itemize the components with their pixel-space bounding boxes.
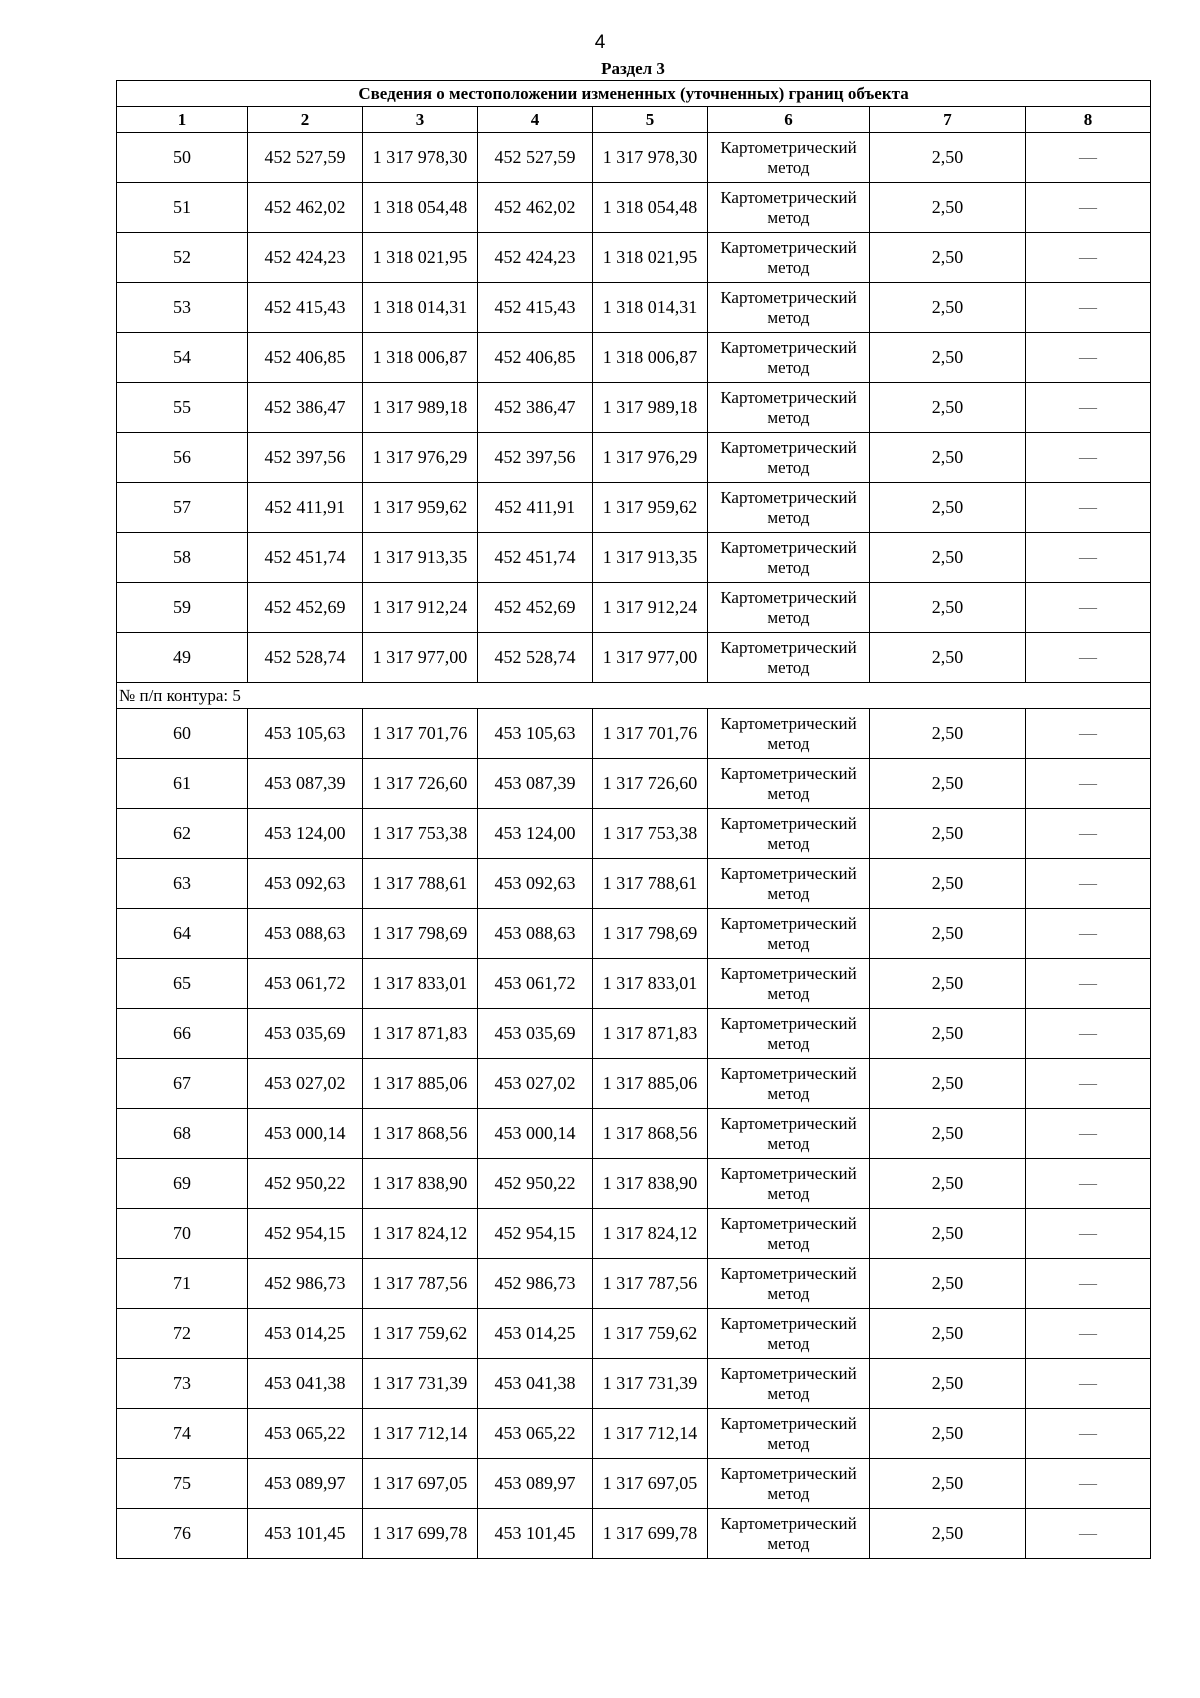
x-old-cell: 453 065,22 xyxy=(248,1409,363,1459)
x-new-cell: 453 027,02 xyxy=(478,1059,593,1109)
table-row xyxy=(117,1459,1151,1509)
accuracy-cell: 2,50 xyxy=(870,1359,1026,1409)
accuracy-cell: 2,50 xyxy=(870,333,1026,383)
point-number-cell: 76 xyxy=(117,1509,248,1559)
y-new-cell: 1 318 054,48 xyxy=(593,183,708,233)
y-old-cell: 1 317 701,76 xyxy=(363,709,478,759)
method-cell: Картометрический метод xyxy=(708,1459,870,1509)
description-cell: — xyxy=(1026,283,1151,333)
point-number-cell: 64 xyxy=(117,909,248,959)
description-cell: — xyxy=(1026,1409,1151,1459)
y-old-cell: 1 317 871,83 xyxy=(363,1009,478,1059)
table-row xyxy=(117,633,1151,683)
y-new-cell: 1 317 976,29 xyxy=(593,433,708,483)
x-old-cell: 452 528,74 xyxy=(248,633,363,683)
table-row xyxy=(117,959,1151,1009)
accuracy-cell: 2,50 xyxy=(870,1109,1026,1159)
x-old-cell: 452 386,47 xyxy=(248,383,363,433)
description-cell: — xyxy=(1026,1109,1151,1159)
x-new-cell: 453 065,22 xyxy=(478,1409,593,1459)
description-cell: — xyxy=(1026,909,1151,959)
accuracy-cell: 2,50 xyxy=(870,1259,1026,1309)
y-old-cell: 1 317 913,35 xyxy=(363,533,478,583)
table-row xyxy=(117,1259,1151,1309)
x-new-cell: 453 089,97 xyxy=(478,1459,593,1509)
x-old-cell: 452 950,22 xyxy=(248,1159,363,1209)
x-old-cell: 452 462,02 xyxy=(248,183,363,233)
method-cell: Картометрический метод xyxy=(708,1509,870,1559)
y-old-cell: 1 318 021,95 xyxy=(363,233,478,283)
x-old-cell: 452 986,73 xyxy=(248,1259,363,1309)
point-number-cell: 56 xyxy=(117,433,248,483)
y-old-cell: 1 317 712,14 xyxy=(363,1409,478,1459)
point-number-cell: 74 xyxy=(117,1409,248,1459)
description-cell: — xyxy=(1026,709,1151,759)
y-old-cell: 1 317 838,90 xyxy=(363,1159,478,1209)
y-new-cell: 1 317 989,18 xyxy=(593,383,708,433)
description-cell: — xyxy=(1026,959,1151,1009)
y-old-cell: 1 317 697,05 xyxy=(363,1459,478,1509)
table-row xyxy=(117,283,1151,333)
accuracy-cell: 2,50 xyxy=(870,1309,1026,1359)
point-number-cell: 50 xyxy=(117,133,248,183)
x-new-cell: 453 061,72 xyxy=(478,959,593,1009)
table-row xyxy=(117,433,1151,483)
accuracy-cell: 2,50 xyxy=(870,1409,1026,1459)
accuracy-cell: 2,50 xyxy=(870,133,1026,183)
point-number-cell: 65 xyxy=(117,959,248,1009)
accuracy-cell: 2,50 xyxy=(870,809,1026,859)
point-number-cell: 62 xyxy=(117,809,248,859)
table-row xyxy=(117,1009,1151,1059)
x-old-cell: 452 424,23 xyxy=(248,233,363,283)
description-cell: — xyxy=(1026,1509,1151,1559)
y-old-cell: 1 317 978,30 xyxy=(363,133,478,183)
method-cell: Картометрический метод xyxy=(708,1259,870,1309)
method-cell: Картометрический метод xyxy=(708,483,870,533)
y-new-cell: 1 317 912,24 xyxy=(593,583,708,633)
x-new-cell: 452 415,43 xyxy=(478,283,593,333)
table-row xyxy=(117,333,1151,383)
point-number-cell: 75 xyxy=(117,1459,248,1509)
accuracy-cell: 2,50 xyxy=(870,633,1026,683)
point-number-cell: 61 xyxy=(117,759,248,809)
y-new-cell: 1 317 788,61 xyxy=(593,859,708,909)
x-new-cell: 452 451,74 xyxy=(478,533,593,583)
accuracy-cell: 2,50 xyxy=(870,859,1026,909)
table-row xyxy=(117,1059,1151,1109)
x-old-cell: 453 124,00 xyxy=(248,809,363,859)
description-cell: — xyxy=(1026,433,1151,483)
table-row xyxy=(117,233,1151,283)
y-old-cell: 1 317 787,56 xyxy=(363,1259,478,1309)
method-cell: Картометрический метод xyxy=(708,1309,870,1359)
x-new-cell: 452 406,85 xyxy=(478,333,593,383)
table-row xyxy=(117,1109,1151,1159)
x-old-cell: 453 000,14 xyxy=(248,1109,363,1159)
y-old-cell: 1 318 006,87 xyxy=(363,333,478,383)
description-cell: — xyxy=(1026,483,1151,533)
table-body xyxy=(117,133,1151,1559)
description-cell: — xyxy=(1026,1359,1151,1409)
point-number-cell: 54 xyxy=(117,333,248,383)
x-new-cell: 452 386,47 xyxy=(478,383,593,433)
method-cell: Картометрический метод xyxy=(708,959,870,1009)
method-cell: Картометрический метод xyxy=(708,333,870,383)
point-number-cell: 53 xyxy=(117,283,248,333)
column-header: 5 xyxy=(593,107,708,133)
y-old-cell: 1 317 759,62 xyxy=(363,1309,478,1359)
y-old-cell: 1 317 699,78 xyxy=(363,1509,478,1559)
method-cell: Картометрический метод xyxy=(708,809,870,859)
table-row xyxy=(117,483,1151,533)
description-cell: — xyxy=(1026,1009,1151,1059)
x-new-cell: 452 424,23 xyxy=(478,233,593,283)
description-cell: — xyxy=(1026,1059,1151,1109)
y-new-cell: 1 317 913,35 xyxy=(593,533,708,583)
method-cell: Картометрический метод xyxy=(708,1209,870,1259)
y-old-cell: 1 317 976,29 xyxy=(363,433,478,483)
contour-label-row xyxy=(117,683,1151,709)
x-old-cell: 453 101,45 xyxy=(248,1509,363,1559)
table-title: Сведения о местоположении измененных (уточненных) границ объекта xyxy=(117,81,1151,107)
x-new-cell: 452 411,91 xyxy=(478,483,593,533)
y-new-cell: 1 318 014,31 xyxy=(593,283,708,333)
x-old-cell: 453 027,02 xyxy=(248,1059,363,1109)
description-cell: — xyxy=(1026,233,1151,283)
description-cell: — xyxy=(1026,383,1151,433)
x-new-cell: 452 986,73 xyxy=(478,1259,593,1309)
description-cell: — xyxy=(1026,333,1151,383)
column-header: 1 xyxy=(117,107,248,133)
y-new-cell: 1 318 006,87 xyxy=(593,333,708,383)
x-old-cell: 452 452,69 xyxy=(248,583,363,633)
method-cell: Картометрический метод xyxy=(708,1409,870,1459)
x-new-cell: 452 452,69 xyxy=(478,583,593,633)
method-cell: Картометрический метод xyxy=(708,709,870,759)
accuracy-cell: 2,50 xyxy=(870,283,1026,333)
x-old-cell: 453 105,63 xyxy=(248,709,363,759)
description-cell: — xyxy=(1026,1159,1151,1209)
accuracy-cell: 2,50 xyxy=(870,1009,1026,1059)
method-cell: Картометрический метод xyxy=(708,909,870,959)
method-cell: Картометрический метод xyxy=(708,1159,870,1209)
x-old-cell: 452 451,74 xyxy=(248,533,363,583)
table-row xyxy=(117,1409,1151,1459)
section-title: Раздел 3 xyxy=(601,59,665,78)
point-number-cell: 73 xyxy=(117,1359,248,1409)
y-old-cell: 1 317 798,69 xyxy=(363,909,478,959)
x-old-cell: 453 092,63 xyxy=(248,859,363,909)
point-number-cell: 60 xyxy=(117,709,248,759)
x-new-cell: 453 101,45 xyxy=(478,1509,593,1559)
method-cell: Картометрический метод xyxy=(708,1359,870,1409)
accuracy-cell: 2,50 xyxy=(870,233,1026,283)
description-cell: — xyxy=(1026,1209,1151,1259)
point-number-cell: 57 xyxy=(117,483,248,533)
x-old-cell: 453 041,38 xyxy=(248,1359,363,1409)
column-header: 8 xyxy=(1026,107,1151,133)
page-number: 4 xyxy=(594,32,606,53)
accuracy-cell: 2,50 xyxy=(870,583,1026,633)
y-old-cell: 1 317 726,60 xyxy=(363,759,478,809)
point-number-cell: 63 xyxy=(117,859,248,909)
point-number-cell: 52 xyxy=(117,233,248,283)
description-cell: — xyxy=(1026,133,1151,183)
description-cell: — xyxy=(1026,759,1151,809)
point-number-cell: 51 xyxy=(117,183,248,233)
y-new-cell: 1 317 798,69 xyxy=(593,909,708,959)
point-number-cell: 72 xyxy=(117,1309,248,1359)
accuracy-cell: 2,50 xyxy=(870,959,1026,1009)
description-cell: — xyxy=(1026,633,1151,683)
accuracy-cell: 2,50 xyxy=(870,909,1026,959)
accuracy-cell: 2,50 xyxy=(870,759,1026,809)
y-new-cell: 1 317 833,01 xyxy=(593,959,708,1009)
y-old-cell: 1 317 977,00 xyxy=(363,633,478,683)
table-row xyxy=(117,909,1151,959)
y-old-cell: 1 318 054,48 xyxy=(363,183,478,233)
table-row xyxy=(117,1309,1151,1359)
y-new-cell: 1 317 726,60 xyxy=(593,759,708,809)
y-new-cell: 1 317 978,30 xyxy=(593,133,708,183)
point-number-cell: 71 xyxy=(117,1259,248,1309)
y-new-cell: 1 317 753,38 xyxy=(593,809,708,859)
description-cell: — xyxy=(1026,1459,1151,1509)
table-row xyxy=(117,583,1151,633)
description-cell: — xyxy=(1026,1309,1151,1359)
table-row xyxy=(117,183,1151,233)
method-cell: Картометрический метод xyxy=(708,433,870,483)
method-cell: Картометрический метод xyxy=(708,533,870,583)
x-new-cell: 453 092,63 xyxy=(478,859,593,909)
description-cell: — xyxy=(1026,859,1151,909)
description-cell: — xyxy=(1026,533,1151,583)
accuracy-cell: 2,50 xyxy=(870,1509,1026,1559)
column-header: 7 xyxy=(870,107,1026,133)
y-new-cell: 1 317 731,39 xyxy=(593,1359,708,1409)
column-header: 2 xyxy=(248,107,363,133)
y-new-cell: 1 317 977,00 xyxy=(593,633,708,683)
table-row xyxy=(117,859,1151,909)
x-old-cell: 453 088,63 xyxy=(248,909,363,959)
point-number-cell: 66 xyxy=(117,1009,248,1059)
accuracy-cell: 2,50 xyxy=(870,483,1026,533)
method-cell: Картометрический метод xyxy=(708,1109,870,1159)
point-number-cell: 67 xyxy=(117,1059,248,1109)
description-cell: — xyxy=(1026,583,1151,633)
point-number-cell: 68 xyxy=(117,1109,248,1159)
y-new-cell: 1 317 712,14 xyxy=(593,1409,708,1459)
table-row xyxy=(117,809,1151,859)
column-header: 6 xyxy=(708,107,870,133)
accuracy-cell: 2,50 xyxy=(870,1209,1026,1259)
y-old-cell: 1 317 868,56 xyxy=(363,1109,478,1159)
column-header-row xyxy=(117,107,1151,133)
x-new-cell: 452 528,74 xyxy=(478,633,593,683)
table-row xyxy=(117,1209,1151,1259)
accuracy-cell: 2,50 xyxy=(870,533,1026,583)
y-new-cell: 1 317 699,78 xyxy=(593,1509,708,1559)
x-new-cell: 453 124,00 xyxy=(478,809,593,859)
boundary-coordinates-table xyxy=(116,80,1151,1559)
y-old-cell: 1 318 014,31 xyxy=(363,283,478,333)
table-row xyxy=(117,709,1151,759)
y-new-cell: 1 317 871,83 xyxy=(593,1009,708,1059)
y-old-cell: 1 317 788,61 xyxy=(363,859,478,909)
table-row xyxy=(117,759,1151,809)
x-old-cell: 453 061,72 xyxy=(248,959,363,1009)
x-old-cell: 452 527,59 xyxy=(248,133,363,183)
description-cell: — xyxy=(1026,1259,1151,1309)
point-number-cell: 70 xyxy=(117,1209,248,1259)
y-old-cell: 1 317 824,12 xyxy=(363,1209,478,1259)
accuracy-cell: 2,50 xyxy=(870,709,1026,759)
table-row xyxy=(117,533,1151,583)
table-row xyxy=(117,383,1151,433)
method-cell: Картометрический метод xyxy=(708,233,870,283)
y-new-cell: 1 317 701,76 xyxy=(593,709,708,759)
x-old-cell: 452 397,56 xyxy=(248,433,363,483)
x-old-cell: 452 406,85 xyxy=(248,333,363,383)
method-cell: Картометрический метод xyxy=(708,859,870,909)
method-cell: Картометрический метод xyxy=(708,183,870,233)
y-old-cell: 1 317 833,01 xyxy=(363,959,478,1009)
x-new-cell: 452 397,56 xyxy=(478,433,593,483)
method-cell: Картометрический метод xyxy=(708,583,870,633)
y-new-cell: 1 317 787,56 xyxy=(593,1259,708,1309)
x-new-cell: 453 041,38 xyxy=(478,1359,593,1409)
table-row xyxy=(117,1509,1151,1559)
y-new-cell: 1 317 697,05 xyxy=(593,1459,708,1509)
y-new-cell: 1 318 021,95 xyxy=(593,233,708,283)
column-header: 4 xyxy=(478,107,593,133)
y-old-cell: 1 317 731,39 xyxy=(363,1359,478,1409)
column-header: 3 xyxy=(363,107,478,133)
method-cell: Картометрический метод xyxy=(708,133,870,183)
method-cell: Картометрический метод xyxy=(708,283,870,333)
x-new-cell: 453 000,14 xyxy=(478,1109,593,1159)
x-new-cell: 452 527,59 xyxy=(478,133,593,183)
x-new-cell: 453 087,39 xyxy=(478,759,593,809)
x-new-cell: 452 950,22 xyxy=(478,1159,593,1209)
x-new-cell: 453 035,69 xyxy=(478,1009,593,1059)
method-cell: Картометрический метод xyxy=(708,633,870,683)
table-row xyxy=(117,1159,1151,1209)
description-cell: — xyxy=(1026,809,1151,859)
table-row xyxy=(117,133,1151,183)
method-cell: Картометрический метод xyxy=(708,1009,870,1059)
table-title-row xyxy=(117,81,1151,107)
x-new-cell: 453 088,63 xyxy=(478,909,593,959)
y-old-cell: 1 317 885,06 xyxy=(363,1059,478,1109)
x-new-cell: 453 105,63 xyxy=(478,709,593,759)
point-number-cell: 58 xyxy=(117,533,248,583)
point-number-cell: 49 xyxy=(117,633,248,683)
x-old-cell: 453 087,39 xyxy=(248,759,363,809)
y-new-cell: 1 317 885,06 xyxy=(593,1059,708,1109)
point-number-cell: 69 xyxy=(117,1159,248,1209)
y-new-cell: 1 317 868,56 xyxy=(593,1109,708,1159)
accuracy-cell: 2,50 xyxy=(870,383,1026,433)
y-old-cell: 1 317 912,24 xyxy=(363,583,478,633)
x-new-cell: 452 462,02 xyxy=(478,183,593,233)
x-old-cell: 452 415,43 xyxy=(248,283,363,333)
accuracy-cell: 2,50 xyxy=(870,1159,1026,1209)
x-old-cell: 452 954,15 xyxy=(248,1209,363,1259)
accuracy-cell: 2,50 xyxy=(870,1459,1026,1509)
accuracy-cell: 2,50 xyxy=(870,433,1026,483)
accuracy-cell: 2,50 xyxy=(870,183,1026,233)
table-row xyxy=(117,1359,1151,1409)
y-old-cell: 1 317 989,18 xyxy=(363,383,478,433)
y-new-cell: 1 317 759,62 xyxy=(593,1309,708,1359)
description-cell: — xyxy=(1026,183,1151,233)
y-old-cell: 1 317 959,62 xyxy=(363,483,478,533)
accuracy-cell: 2,50 xyxy=(870,1059,1026,1109)
x-old-cell: 453 035,69 xyxy=(248,1009,363,1059)
method-cell: Картометрический метод xyxy=(708,1059,870,1109)
point-number-cell: 59 xyxy=(117,583,248,633)
y-new-cell: 1 317 824,12 xyxy=(593,1209,708,1259)
method-cell: Картометрический метод xyxy=(708,759,870,809)
y-new-cell: 1 317 838,90 xyxy=(593,1159,708,1209)
point-number-cell: 55 xyxy=(117,383,248,433)
x-old-cell: 452 411,91 xyxy=(248,483,363,533)
x-old-cell: 453 089,97 xyxy=(248,1459,363,1509)
x-old-cell: 453 014,25 xyxy=(248,1309,363,1359)
x-new-cell: 453 014,25 xyxy=(478,1309,593,1359)
method-cell: Картометрический метод xyxy=(708,383,870,433)
x-new-cell: 452 954,15 xyxy=(478,1209,593,1259)
contour-label: № п/п контура: 5 xyxy=(117,683,1151,709)
y-new-cell: 1 317 959,62 xyxy=(593,483,708,533)
y-old-cell: 1 317 753,38 xyxy=(363,809,478,859)
